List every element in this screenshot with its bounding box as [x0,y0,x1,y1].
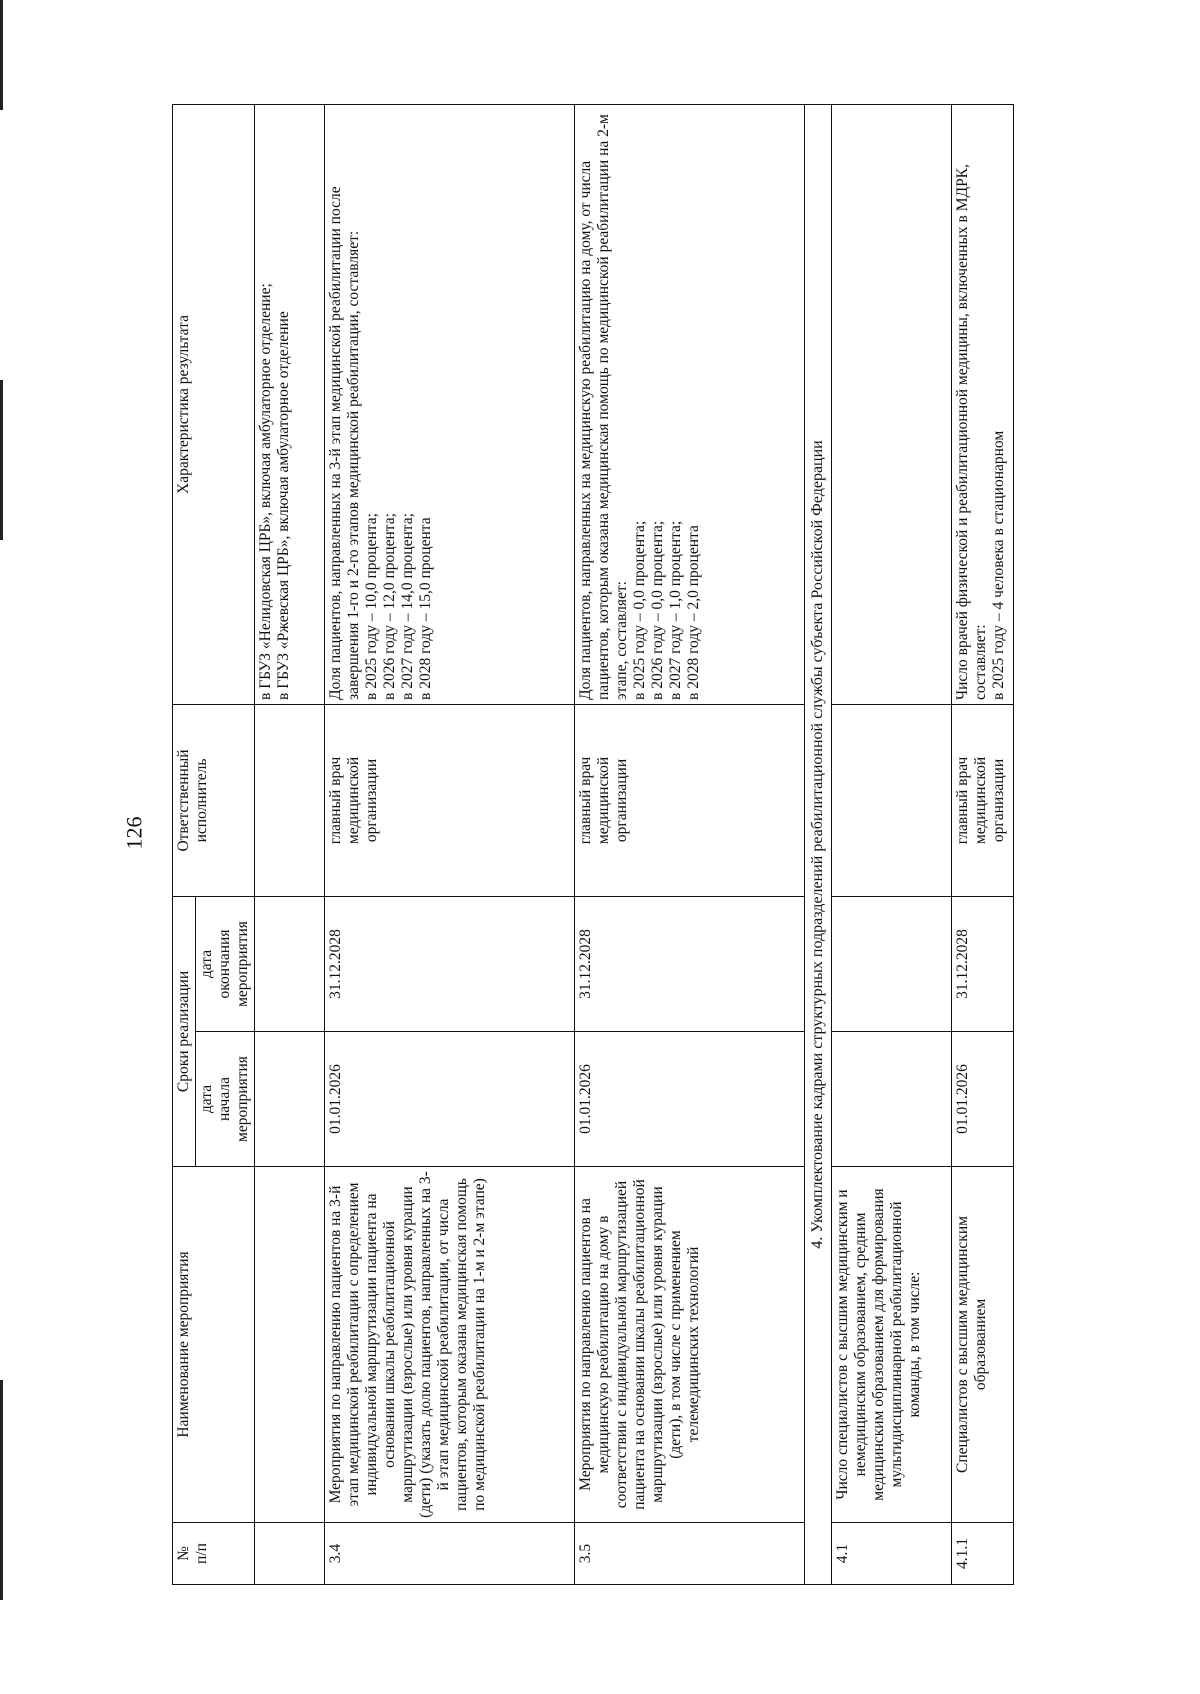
table-row [324,104,574,1584]
scan-edge-left [0,1380,3,1600]
section-title: 4. Укомплектование кадрами структурных подразделений реабилитационной службы субъекта Российской Федерации [804,104,832,1584]
row-number: 3.5 [574,1523,804,1585]
header-name: Наименование мероприятия [173,1167,255,1523]
rotated-page-content [172,105,1052,1585]
result-cell: Число врачей физической и реабилитационной медицины, включенных в МДРК, составляет: в 2025 году – 4 человека в стационарном [952,104,1014,704]
header-num: № п/п [173,1523,255,1585]
end-date: 31.12.2028 [574,896,804,1031]
end-date: 31.12.2028 [952,896,1014,1031]
header-terms: Сроки реализации [173,896,196,1166]
activity-name: Мероприятия по направлению пациентов на медицинскую реабилитацию на дому в соответствии с индивидуальной маршрутизацией пациента на основании шкалы реабилитационной маршрутизации (взрослые) или уровня курации (дети), в том числе с применением телемедицинских технологий [574,1167,804,1523]
table-row [952,104,1014,1584]
result-cell: Доля пациентов, направленных на 3-й этап медицинской реабилитации после завершения 1-го и 2-го этапов медицинской реабилитации, составляет: в 2025 году – 10,0 процента; в 2026 году – 12,0 процента; в 2027 году – 14,0 процента; в 2028 году – 15,0 процента [324,104,574,704]
header-end-date: дата окончания мероприятия [195,896,254,1031]
end-date: 31.12.2028 [324,896,574,1031]
start-date: 01.01.2026 [574,1032,804,1167]
result-cell: Доля пациентов, направленных на медицинскую реабилитацию на дому, от числа пациентов, которым оказана медицинская помощь по медицинской реабилитации на 2-м этапе, составляет: в 2025 году – 0,0 процента; в 2026 году – 0,0 процента; в 2027 году – 1,0 процента; в 2028 году – 2,0 процента [574,104,804,704]
executor: главный врач медицинской организации [324,704,574,896]
table-row [574,104,804,1584]
activity-name: Специалистов с высшим медицинским образованием [952,1167,1014,1523]
section-row [804,104,832,1584]
page-number: 126 [121,816,147,850]
table-row [832,104,952,1584]
row-number: 4.1 [832,1523,952,1585]
executor: главный врач медицинской организации [574,704,804,896]
activity-name: Мероприятия по направлению пациентов на 3-й этап медицинской реабилитации с определением индивидуальной маршрутизации пациента на основании шкалы реабилитационной маршрутизации (взрослые) или уровня курации (дети) (указать долю пациентов, направленных на 3-й этап медицинской реабилитации, от числа пациентов, которым оказана медицинская помощь по медицинской реабилитации на 1-м и 2-м этапе) [324,1167,574,1523]
row-number: 4.1.1 [952,1523,1014,1585]
result-cell: в ГБУЗ «Нелидовская ЦРБ», включая амбулаторное отделение; в ГБУЗ «Ржевская ЦРБ», включая амбулаторное отделение [254,104,324,704]
header-executor: Ответственный исполнитель [173,704,255,896]
row-number: 3.4 [324,1523,574,1585]
header-start-date: дата начала мероприятия [195,1032,254,1167]
header-result: Характеристика результата [173,104,255,704]
start-date: 01.01.2026 [324,1032,574,1167]
scan-edge-left [0,380,3,540]
scan-edge-left [0,0,3,110]
activity-name: Число специалистов с высшим медицинским и немедицинским образованием, средним медицинским образованием для формирования мультидисциплинарной реабилитационной команды, в том числе: [832,1167,952,1523]
table-row [254,104,324,1584]
start-date: 01.01.2026 [952,1032,1014,1167]
executor: главный врач медицинской организации [952,704,1014,896]
activities-table [172,104,1014,1585]
table-header-row [173,104,196,1584]
